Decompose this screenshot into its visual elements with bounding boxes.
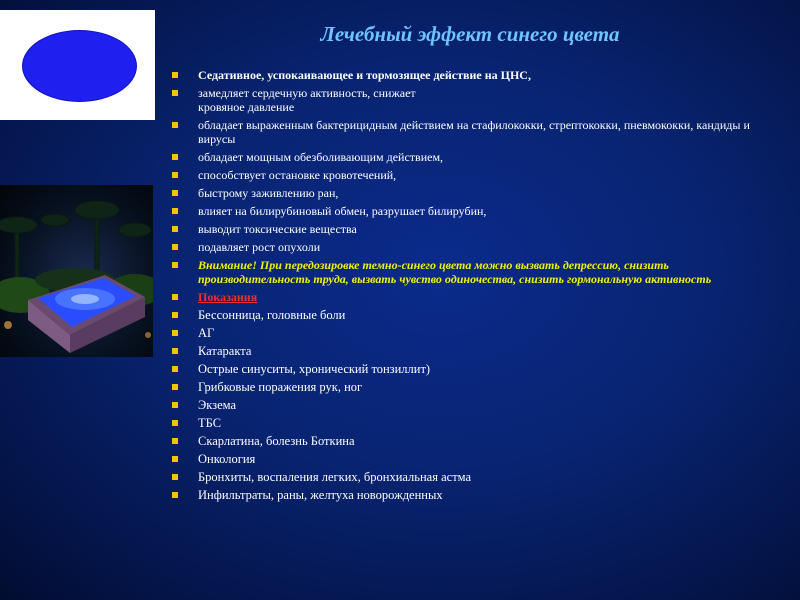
bullet-icon (172, 420, 178, 426)
blue-ellipse (22, 30, 137, 102)
bullet-icon (172, 474, 178, 480)
bullet-icon (172, 366, 178, 372)
list-item: Грибковые поражения рук, ног (168, 380, 768, 395)
bullet-icon (172, 402, 178, 408)
bullet-icon (172, 244, 178, 250)
content-list (168, 68, 768, 506)
bullet-icon (172, 384, 178, 390)
bullet-icon (172, 348, 178, 354)
list-item: обладает мощным обезболивающим действием, (168, 150, 768, 164)
warning-item: Внимание! При передозировке темно-синего цвета можно вызвать депрессию, снизить производительность труда, вызвать чувство одиночества, снизить гормональную активность (168, 258, 768, 286)
list-item: подавляет рост опухоли (168, 240, 768, 254)
list-item: Онкология (168, 452, 768, 467)
list-item: Скарлатина, болезнь Боткина (168, 434, 768, 449)
bullet-icon (172, 262, 178, 268)
list-item: быстрому заживлению ран, (168, 186, 768, 200)
bullet-icon (172, 226, 178, 232)
list-item: влияет на билирубиновый обмен, разрушает билирубин, (168, 204, 768, 218)
list-item: выводит токсические вещества (168, 222, 768, 236)
bullet-icon (172, 294, 178, 300)
list-item: Катаракта (168, 344, 768, 359)
bullet-icon (172, 90, 178, 96)
hot-tub-photo (0, 185, 153, 357)
indications-heading: Показания (168, 290, 768, 304)
list-item: АГ (168, 326, 768, 341)
bullet-icon (172, 72, 178, 78)
list-item: обладает выраженным бактерицидным действием на стафилококки, стрептококки, пневмококки, кандиды и вирусы (168, 118, 768, 146)
bullet-icon (172, 122, 178, 128)
list-item: замедляет сердечную активность, снижает кровяное давление (168, 86, 768, 114)
blue-color-swatch (0, 10, 155, 120)
list-item: Экзема (168, 398, 768, 413)
list-item: Бронхиты, воспаления легких, бронхиальная астма (168, 470, 768, 485)
bullet-icon (172, 154, 178, 160)
list-item: Инфильтраты, раны, желтуха новорожденных (168, 488, 768, 503)
slide-title: Лечебный эффект синего цвета (320, 22, 620, 46)
bullet-icon (172, 312, 178, 318)
list-item: Седативное, успокаивающее и тормозящее действие на ЦНС, (168, 68, 768, 82)
bullet-icon (172, 190, 178, 196)
bullet-icon (172, 172, 178, 178)
bullet-icon (172, 330, 178, 336)
bullet-icon (172, 208, 178, 214)
list-item: ТБС (168, 416, 768, 431)
bullet-icon (172, 456, 178, 462)
list-item: Бессонница, головные боли (168, 308, 768, 323)
list-item: Острые синуситы, хронический тонзиллит) (168, 362, 768, 377)
list-item: способствует остановке кровотечений, (168, 168, 768, 182)
bullet-icon (172, 492, 178, 498)
bullet-icon (172, 438, 178, 444)
